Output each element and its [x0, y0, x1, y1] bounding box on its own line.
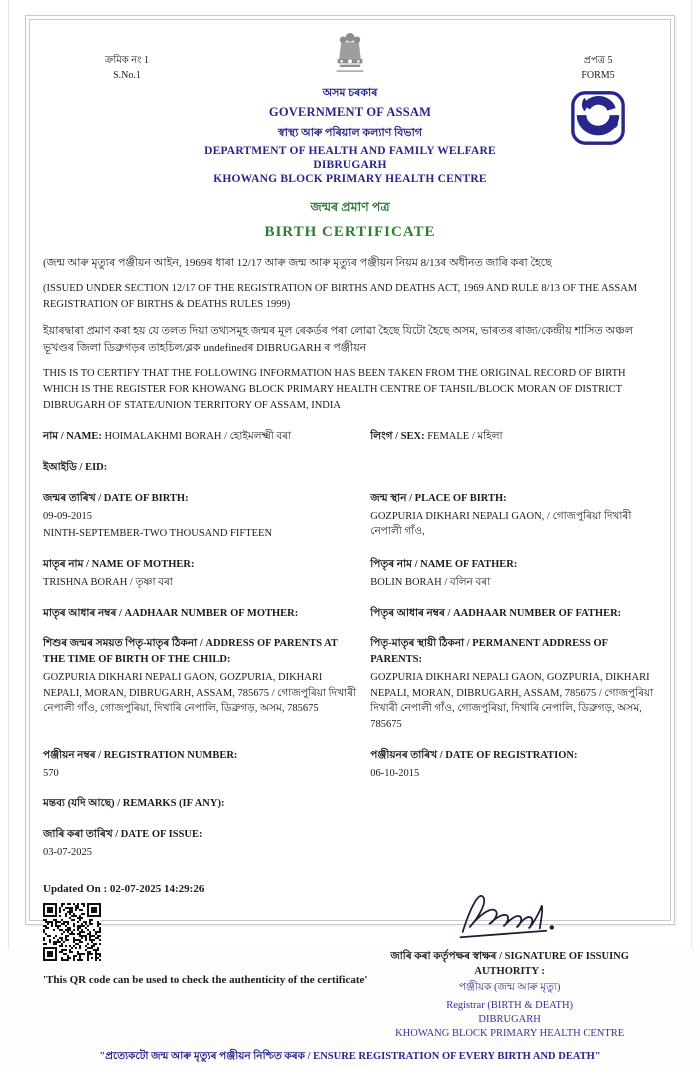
date-of-birth-words: NINTH-SEPTEMBER-TWO THOUSAND FIFTEEN: [43, 528, 273, 540]
registrar-title: Registrar (BIRTH & DEATH): [446, 999, 574, 1011]
registrar-centre: KHOWANG BLOCK PRIMARY HEALTH CENTRE: [395, 1027, 625, 1039]
date-of-birth-value: 09-09-2015: [43, 510, 92, 522]
eid-label: ইআইডি / EID:: [43, 462, 108, 474]
verification-block: [43, 882, 368, 1039]
mother-name-label: মাতৃৰ নাম / NAME OF MOTHER:: [43, 559, 195, 571]
date-of-birth-field: [43, 491, 362, 542]
father-name-label: পিতৃৰ নাম / NAME OF FATHER:: [370, 559, 518, 571]
row-name-sex: [43, 429, 657, 445]
qr-caption: 'This QR code can be used to check the authenticity of the certificate': [43, 973, 368, 986]
act-clause-assamese: (জন্ম আৰু মৃত্যুৰ পঞ্জীয়ন আইন, 1969ৰ ধাৰা 12/17 আৰু জন্ম আৰু মৃত্যুৰ পঞ্জীয়ন নিয়ম 8/13ৰ অধীনত জাৰি কৰা হৈছে: [43, 257, 552, 269]
remarks-label: মন্তব্য (যদি আছে) / REMARKS (IF ANY):: [43, 798, 225, 810]
bottom-section: [43, 883, 657, 1039]
mother-aadhaar-label: মাতৃৰ আধাৰ নম্বৰ / AADHAAR NUMBER OF MOTHER:: [43, 607, 299, 619]
place-of-birth-value: GOZPURIA DIKHARI NEPALI GAON, / গোজপুৰিয়া দিখাৰী নেপালী গাঁও,: [370, 510, 632, 538]
form-number-block: [569, 54, 627, 153]
row-remarks: [43, 796, 657, 812]
eid-field: [43, 460, 657, 476]
date-of-birth-label: জন্মৰ তাৰিখ / DATE OF BIRTH:: [43, 492, 189, 504]
row-eid: [43, 460, 657, 476]
government-name: GOVERNMENT OF ASSAM: [268, 105, 432, 119]
qr-code: [43, 903, 101, 961]
permanent-address-field: [370, 636, 665, 733]
place-of-birth-label: জন্ম স্থান / PLACE OF BIRTH:: [370, 492, 507, 504]
registration-number-field: [43, 748, 362, 782]
district-name: DIBRUGARH: [313, 159, 387, 171]
updated-on-text: Updated On : 02-07-2025 14:29:26: [43, 882, 205, 895]
row-addresses: [43, 636, 657, 733]
signature-block: [362, 883, 657, 1039]
mother-name-field: [43, 557, 362, 591]
sex-label: লিংগ / SEX:: [370, 431, 425, 443]
father-aadhaar-label: পিতৃৰ আধাৰ নম্বৰ / AADHAAR NUMBER OF FATHER:: [370, 607, 622, 619]
birth-address-field: [43, 636, 362, 733]
mother-aadhaar-field: [43, 606, 362, 622]
certificate-title: BIRTH CERTIFICATE: [264, 224, 436, 240]
father-aadhaar-field: [370, 606, 665, 622]
permanent-address-label: পিতৃ-মাতৃৰ স্থায়ী ঠিকনা / PERMANENT ADDRESS OF PARENTS:: [370, 638, 608, 666]
serial-number: S.No.1: [113, 69, 141, 81]
form-number: FORM5: [581, 69, 615, 81]
birth-address-label: শিশুৰ জন্মৰ সময়ত পিতৃ-মাতৃৰ ঠিকনা / ADDRESS OF PARENTS AT THE TIME OF BIRTH OF THE CHILD:: [43, 638, 338, 666]
row-registration: [43, 748, 657, 782]
health-centre-name: KHOWANG BLOCK PRIMARY HEALTH CENTRE: [213, 173, 487, 185]
issue-date-label: জাৰি কৰা তাৰিখ / DATE OF ISSUE:: [43, 829, 203, 841]
name-field: [43, 429, 362, 445]
issue-date-value: 03-07-2025: [43, 846, 92, 858]
birth-address-value: GOZPURIA DIKHARI NEPALI GAON, GOZPURIA, DIKHARI NEPALI, MORAN, DIBRUGARH, ASSAM, 785675 / গোজপুৰিয়া দিখাৰী নেপালী গাঁও, গোজপুৰিয়া, দিখাৰি নেপালি, ডিব্ৰুগড়, অসম, 785675: [43, 671, 356, 715]
certify-clause: THIS IS TO CERTIFY THAT THE FOLLOWING INFORMATION HAS BEEN TAKEN FROM THE ORIGINAL RECORD OF BIRTH WHICH IS THE REGISTER FOR KHOWANG BLOCK PRIMARY HEALTH CENTRE OF TAHSIL/BLOCK MORAN OF DISTRICT DIBRUGARH OF STATE/UNION TERRITORY OF ASSAM, INDIA: [43, 367, 626, 412]
serial-number-assamese: ক্ৰমিক নং 1: [105, 55, 150, 66]
mother-name-value: TRISHNA BORAH / তৃষ্ণা বৰা: [43, 576, 173, 588]
sex-value: FEMALE / মহিলা: [427, 431, 503, 443]
signature-authority-label: জাৰি কৰা কৰ্তৃপক্ষৰ স্বাক্ষৰ / SIGNATURE OF ISSUING AUTHORITY :: [390, 950, 629, 977]
crs-logo-icon: [569, 89, 627, 147]
fields-section: [43, 429, 657, 860]
registration-number-value: 570: [43, 767, 59, 779]
sex-field: [370, 429, 665, 445]
father-name-field: [370, 557, 665, 591]
remarks-field: [43, 796, 657, 812]
father-name-value: BOLIN BORAH / বলিন বৰা: [370, 576, 491, 588]
permanent-address-value: GOZPURIA DIKHARI NEPALI GAON, GOZPURIA, DIKHARI NEPALI, MORAN, DIBRUGARH, ASSAM, 785675 / গোজপুৰিয়া দিখাৰী নেপালী গাঁও, গোজপুৰিয়া, দিখাৰি নেপালি, ডিব্ৰুগড়, অসম, 785675: [370, 671, 654, 731]
certificate-body: [29, 19, 671, 1062]
signature-image: [455, 883, 565, 941]
row-issue-date: [43, 827, 657, 861]
name-label: নাম / NAME:: [43, 431, 102, 443]
certificate-frame: [25, 15, 675, 1062]
row-aadhaar: [43, 606, 657, 622]
certify-clause-assamese: ইয়াৰদ্বাৰা প্ৰমাণ কৰা হয় যে তলত দিয়া তথ্যসমূহ জন্মৰ মূল ৰেকৰ্ডৰ পৰা লোৱা হৈছে যিটো হৈছে অসম, ভাৰতৰ ৰাজ্য/কেন্দ্ৰীয় শাসিত অঞ্চল ভূখণ্ডৰ জিলা ডিব্ৰুগড়ৰ তাহচিল/ব্লক undefinedৰ DIBRUGARH ৰ পঞ্জীয়ন: [43, 324, 633, 354]
act-clause: (ISSUED UNDER SECTION 12/17 OF THE REGISTRATION OF BIRTHS AND DEATHS ACT, 1969 AND RULE 8/13 OF THE ASSAM REGISTRATION OF BIRTHS & DEATHS RULES 1999): [43, 283, 638, 311]
legal-text-section: [43, 255, 657, 414]
registrar-place: DIBRUGARH: [478, 1013, 541, 1025]
certificate-header: [43, 30, 657, 241]
department-name: DEPARTMENT OF HEALTH AND FAMILY WELFARE: [204, 145, 496, 157]
government-name-assamese: অসম চৰকাৰ: [322, 87, 378, 99]
emblem-of-india-icon: [326, 30, 374, 80]
issue-date-field: [43, 827, 657, 861]
registration-date-label: পঞ্জীয়নৰ তাৰিখ / DATE OF REGISTRATION:: [370, 749, 578, 761]
row-birth: [43, 491, 657, 542]
footer-quote: "প্ৰত্যেকটো জন্ম আৰু মৃত্যুৰ পঞ্জীয়ন নিশ্চিত কৰক / ENSURE REGISTRATION OF EVERY BIRTH AND DEATH": [99, 1050, 601, 1062]
registration-date-value: 06-10-2015: [370, 767, 420, 779]
registration-number-label: পঞ্জীয়ন নম্বৰ / REGISTRATION NUMBER:: [43, 749, 238, 761]
name-value: HOIMALAKHMI BORAH / হোইমলক্ষ্মী বৰা: [104, 431, 292, 443]
place-of-birth-field: [370, 491, 665, 542]
registration-date-field: [370, 748, 665, 782]
department-name-assamese: স্বাস্থ্য আৰু পৰিয়াল কল্যাণ বিভাগ: [278, 127, 422, 139]
certificate-title-assamese: জন্মৰ প্ৰমাণ পত্ৰ: [310, 200, 390, 214]
serial-number-block: [105, 54, 149, 83]
form-number-assamese: প্ৰপত্ৰ 5: [583, 55, 613, 66]
row-parents: [43, 557, 657, 591]
registrar-title-assamese: পঞ্জীয়ক (জন্ম আৰু মৃত্যু): [458, 981, 561, 993]
